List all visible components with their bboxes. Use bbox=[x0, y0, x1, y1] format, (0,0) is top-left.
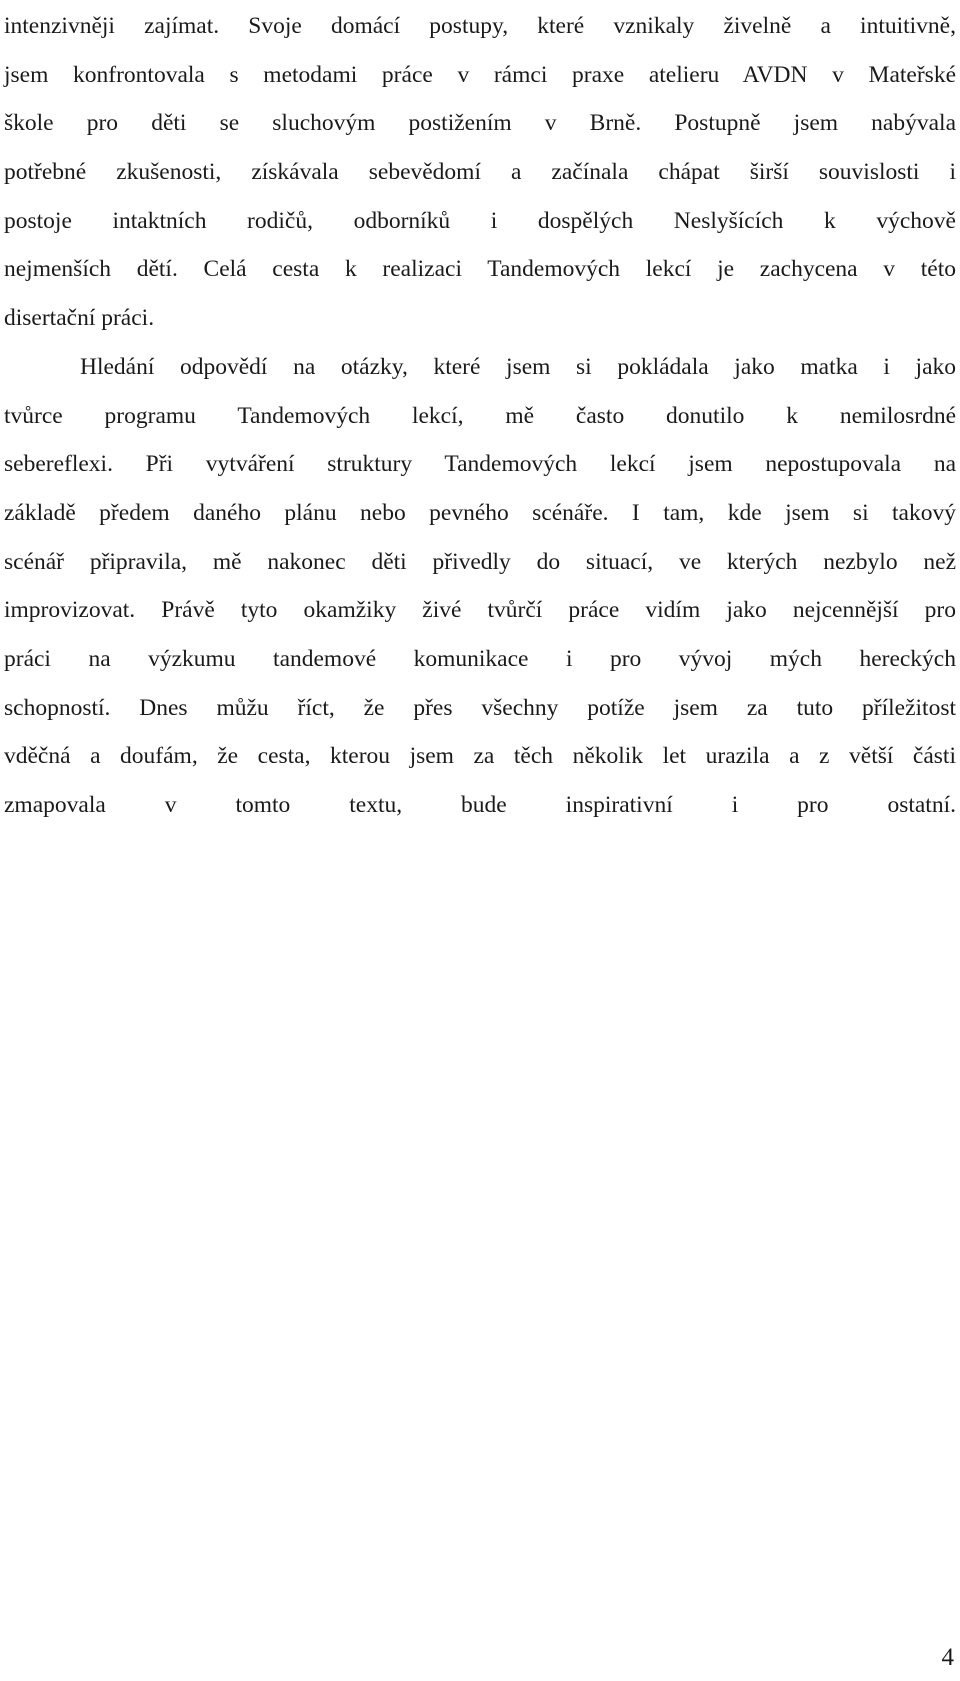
paragraph-2 bbox=[4, 343, 956, 879]
text-line: práci na výzkumu tandemové komunikace i pro vývoj mých hereckých bbox=[4, 645, 956, 672]
text-line: scénář připravila, mě nakonec děti přivedly do situací, ve kterých nezbylo než bbox=[4, 548, 956, 575]
text-line: škole pro děti se sluchovým postižením v Brně. Postupně jsem nabývala bbox=[4, 110, 956, 137]
text-line: sebereflexi. Při vytváření struktury Tandemových lekcí jsem nepostupovala na bbox=[4, 451, 956, 478]
body-text bbox=[4, 2, 956, 878]
text-line: tvůrce programu Tandemových lekcí, mě často donutilo k nemilosrdné bbox=[4, 402, 956, 429]
paragraph-1 bbox=[4, 2, 956, 343]
text-line: schopností. Dnes můžu říct, že přes všechny potíže jsem za tuto příležitost bbox=[4, 694, 956, 721]
text-line: intenzivněji zajímat. Svoje domácí postupy, které vznikaly živelně a intuitivně, bbox=[4, 13, 956, 39]
text-line: základě předem daného plánu nebo pevného scénáře. I tam, kde jsem si takový bbox=[4, 499, 956, 526]
text-line: improvizovat. Právě tyto okamžiky živé tvůrčí práce vidím jako nejcennější pro bbox=[4, 597, 956, 624]
page-number: 4 bbox=[941, 1644, 954, 1671]
text-line: potřebné zkušenosti, získávala sebevědomí a začínala chápat širší souvislosti i bbox=[4, 159, 956, 186]
text-line: zmapovala v tomto textu, bude inspirativní i pro ostatní. bbox=[4, 792, 956, 818]
document-page bbox=[4, 0, 956, 1681]
text-line: Hledání odpovědí na otázky, které jsem si pokládala jako matka i jako bbox=[80, 353, 956, 380]
text-line: jsem konfrontovala s metodami práce v rámci praxe atelieru AVDN v Mateřské bbox=[4, 61, 956, 88]
text-line: postoje intaktních rodičů, odborníků i dospělých Neslyšících k výchově bbox=[4, 207, 956, 234]
text-line: disertační práci. bbox=[4, 305, 155, 332]
text-line: vděčná a doufám, že cesta, kterou jsem za těch několik let urazila a z větší části bbox=[4, 743, 956, 770]
text-line: nejmenších dětí. Celá cesta k realizaci Tandemových lekcí je zachycena v této bbox=[4, 256, 956, 283]
text-line bbox=[4, 830, 956, 879]
